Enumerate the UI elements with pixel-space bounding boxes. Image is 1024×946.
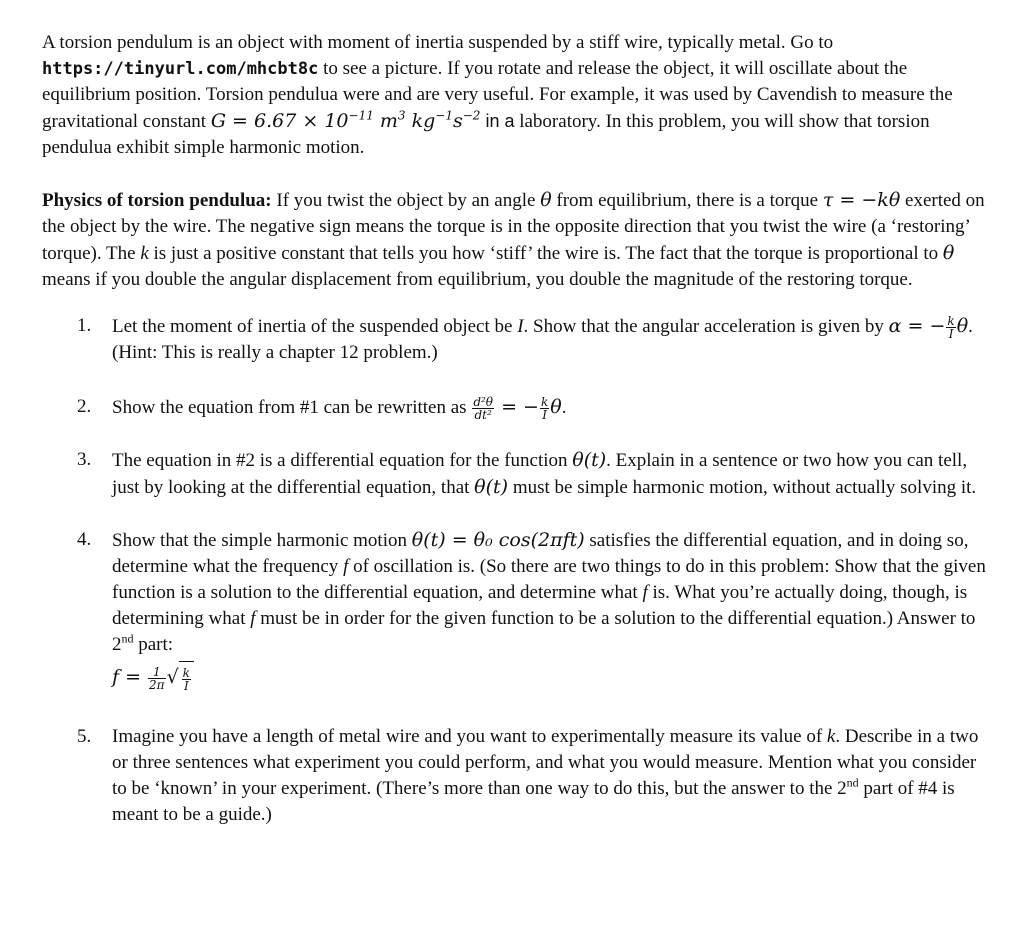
- intro-paragraph: [42, 30, 992, 161]
- item-number: 5.: [77, 725, 92, 747]
- angular-acceleration-equation: α = − $\frac{k}{I}$ θ: [888, 313, 969, 341]
- intro-text: in a: [480, 111, 515, 131]
- theta-symbol: θ: [540, 189, 552, 211]
- item-number: 2.: [77, 396, 92, 417]
- frequency-answer: f = $\frac{1}{2\pi}$ √ $\frac{k}{I}$: [112, 660, 992, 696]
- problem-list: [42, 313, 992, 828]
- list-item: 4. Show that the simple harmonic motion θ(t) = θ₀ cos(2πft) satisfies the differential equation, and in doing so, determine what the frequency f of oscillation is. (So there are two things to do in this problem: Show that the given function is a solution to the differential equation, and determine what f is. What you’re actually doing, though, is determining what f must be in order for the given function to be a solution to the differential equation.) Answer to 2nd part: f = $\frac{1}{2\pi}$ √ $\frac{k}{I}$: [42, 527, 992, 696]
- k-symbol: k: [140, 243, 149, 264]
- intro-text: to see a picture. If you rotate and release the object, it will oscillate about the equilibrium position. Torsion pendulua were and are very useful. For example, it was used by Cavendish to measure the gravitational constant: [42, 58, 953, 132]
- list-item: 5. Imagine you have a length of metal wire and you want to experimentally measure its value of k. Describe in a two or three sentences what experiment you could perform, and what you would measure. Mention what you consider to be ‘known’ in your experiment. (There’s more than one way to do this, but the answer to the 2nd part of #4 is meant to be a guide.): [77, 725, 979, 825]
- torque-equation: τ = −kθ: [822, 189, 901, 211]
- item-number: 4.: [77, 529, 92, 550]
- intro-text: A torsion pendulum is an object with moment of inertia suspended by a stiff wire, typically metal. Go to: [42, 32, 834, 53]
- function-symbol: θ(t): [474, 476, 509, 498]
- differential-equation: $\frac{\text{d²θ}}{\text{dt²}}$ = − $\frac{k}{I}$ θ: [473, 394, 562, 422]
- intro-text: laboratory. In this problem, you will show that torsion pendulua exhibit simple harmonic motion.: [42, 111, 930, 158]
- list-item: 2. Show the equation from #1 can be rewritten as $\frac{\text{d²θ}}{\text{dt²}}$ = − $\frac{k}{I}$ θ.: [77, 394, 567, 422]
- picture-link[interactable]: https://tinyurl.com/mhcbt8c: [42, 59, 319, 79]
- theta-symbol: θ: [942, 242, 955, 264]
- item-number: 3.: [77, 449, 92, 470]
- list-item: 3. The equation in #2 is a differential equation for the function θ(t). Explain in a sentence or two how you can tell, just by looking at the differential equation, that θ(t) must be simple harmonic motion, without actually solving it.: [77, 449, 977, 498]
- gravitational-constant-expression: $G = 6.67 \times 10^{-11}$ $m^3$ $kg^{-1}s^{-2}$: [210, 108, 481, 132]
- shm-function: θ(t) = θ₀ cos(2πft): [411, 529, 585, 551]
- item-number: 1.: [77, 315, 92, 336]
- physics-heading: Physics of torsion pendulua:: [42, 190, 272, 211]
- function-symbol: θ(t): [572, 449, 607, 471]
- physics-paragraph: Physics of torsion pendulua: If you twist the object by an angle θ from equilibrium, there is a torque τ = −kθ exerted on the object by the wire. The negative sign means the torque is in the opposite direction that you twist the wire (a ‘restoring’ torque). The k is just a positive constant that tells you how ‘stiff’ the wire is. The fact that the torque is proportional to θ means if you double the angular displacement from equilibrium, you double the magnitude of the restoring torque.: [42, 189, 985, 290]
- document-page: [42, 30, 992, 828]
- list-item: 1. Let the moment of inertia of the suspended object be I. Show that the angular acceleration is given by α = − $\frac{k}{I}$ θ. (Hint: This is really a chapter 12 problem.): [77, 313, 973, 363]
